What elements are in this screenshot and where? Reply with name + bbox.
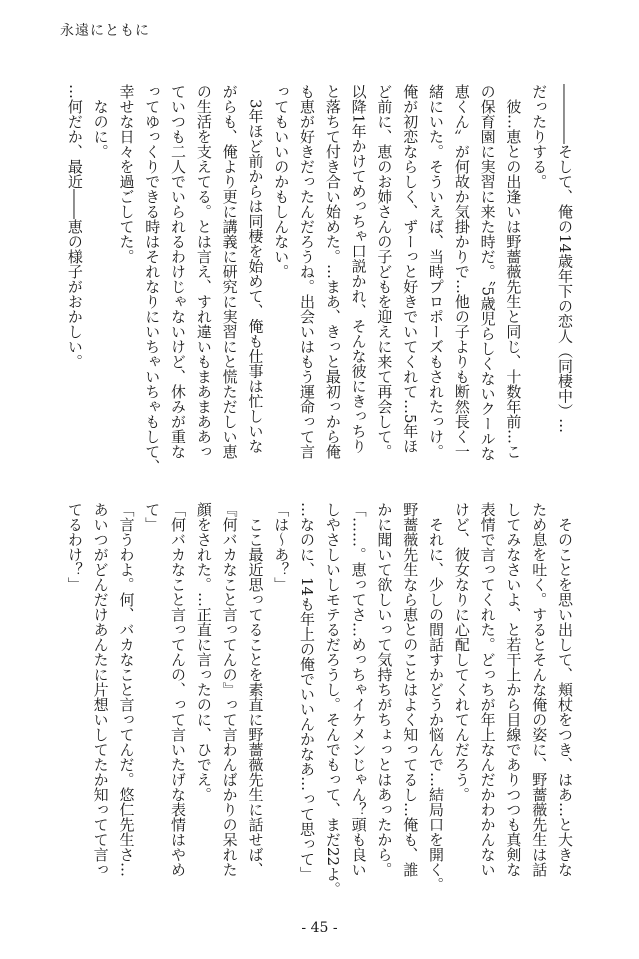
text-column: 野薔薇先生なら恵とのことはよく知ってるし…俺も、誰 [401, 502, 420, 877]
text-column: ていつも二人でいられるわけじゃないけど、休みが重な [169, 84, 188, 459]
text-column: ――――そして、俺の14歳年下の恋人（同棲中）… [556, 84, 574, 434]
text-column: 『何バカなこと言ってんの』って言わんばかりの呆れた [220, 502, 239, 877]
text-column: だったりする。 [530, 84, 549, 189]
text-column: 顔をされた。…正直に言ったのに、ひでえ。 [194, 502, 213, 802]
page-number: - 45 - [301, 920, 338, 936]
text-column: の生活を支えてる。とは言え、すれ違いもまあまああっ [194, 84, 213, 459]
text-column: 以降1年かけてめっちゃ口説かれ、そんな彼にきっちり [349, 84, 368, 454]
text-column: ここ最近思ってることを素直に野薔薇先生に話せば、 [246, 502, 265, 877]
text-column: 「言うわよ。何、バカなこと言ってんだ。悠仁先生さ… [117, 502, 136, 877]
text-column: してみなさいよ、と若干上から目線でありつつも真剣な [504, 502, 523, 877]
text-column: …何だか、最近――恵の様子がおかしい。 [65, 84, 84, 369]
text-column: しやさしいしモテるだろうし。そんでもって、まだ22よ。 [323, 502, 342, 897]
bottom-text-block [61, 502, 577, 902]
running-header: 永遠にともに [60, 23, 150, 39]
text-column: 「何バカなこと言ってんの、って言いたげな表情はやめ [169, 502, 188, 877]
text-column: も恵が好きだったんだろうね。出会いはもう運命って言 [298, 84, 317, 459]
text-column: あいつがどんだけあんたに片想いしてたか知ってて言っ [91, 502, 110, 877]
text-column: と落ちて付き合い始めた。…まあ、きっと最初っから俺 [323, 84, 342, 459]
text-column: 恵くん〟が何故か気掛かりで…他の子よりも断然長く一 [452, 84, 471, 459]
text-column: けど、彼女なりに心配してくれてんだろう。 [452, 502, 471, 802]
top-text-block [61, 84, 577, 484]
text-column: ってゆっくりできる時はそれなりにいちゃいちゃもして、 [143, 84, 162, 474]
text-column: てるわけ？」 [65, 502, 84, 592]
text-column: ため息を吐く。するとそんな俺の姿に、野薔薇先生は話 [530, 502, 549, 877]
text-column: かに聞いて欲しいって気持ちがちょっとはあったから。 [375, 502, 394, 877]
text-column: 表情で言ってくれた。どっちが年上なんだかわかんない [478, 502, 497, 877]
text-column: がらも、俺より更に講義に研究に実習にと慌ただしい恵 [220, 84, 239, 459]
text-column: なのに。 [91, 84, 110, 159]
text-column: …なのに、14も年上の俺でいいんかなあ…って思って」 [298, 502, 317, 882]
text-column: 「は～あ？」 [272, 502, 291, 592]
text-column: 「……。恵ってさ…めっちゃイケメンじゃん？頭も良い [349, 502, 368, 877]
text-column: 幸せな日々を過ごしてた。 [117, 84, 136, 264]
text-column: の保育園に実習に来た時だ。〝5歳児らしくないクールな [478, 84, 497, 462]
text-column: て」 [143, 502, 162, 532]
text-column: 俺が初恋ならしく、ずーっと好きでいてくれて…5年ほ [401, 84, 420, 454]
text-column: 彼…恵との出逢いは野薔薇先生と同じ、十数年前…こ [504, 84, 523, 459]
text-column: ってもいいのかもしんない。 [272, 84, 291, 279]
text-column: 3年ほど前からは同棲を始めて、俺も仕事は忙しいな [246, 84, 265, 454]
text-column: そのことを思い出して、頬杖をつき、はあ…と大きな [556, 502, 574, 877]
text-column: ど前に、恵のお姉さんの子どもを迎えに来て再会して。 [375, 84, 394, 459]
text-column: それに、少しの間話すかどうか悩んで…結局口を開く。 [427, 502, 446, 892]
text-column: 緒にいた。そういえば、当時プロポーズもされたっけ。 [427, 84, 446, 459]
